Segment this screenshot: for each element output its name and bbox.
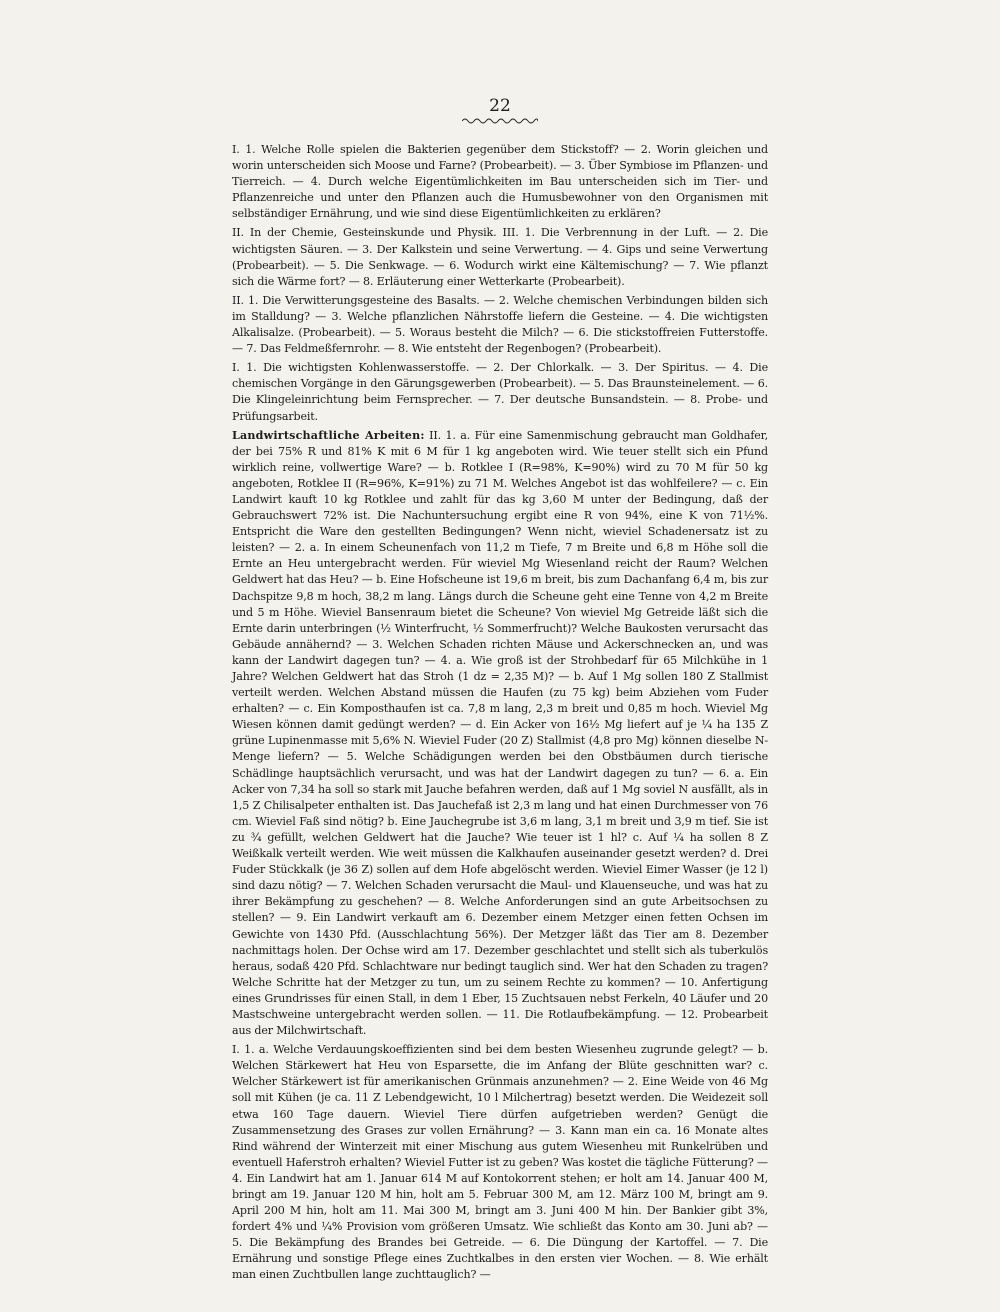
paragraph-text: II. 1. a. Für eine Samenmischung gebraucht man Goldhafer, der bei 75% R und 81% K mit 6 M für 1 kg angeboten wird. Wie teuer stellt sich ein Pfund wirklich reine, vollwertige Ware? — b. Rotklee I (R=98%, K=90%) wird zu 70 M für 50 kg angeboten, Rotklee II (R=96%, K=91%) zu 71 M. Welches Angebot ist das wohlfeilere? — c. Ein Landwirt kauft 10 kg Rotklee und zahlt für das kg 3,60 M unter der Bedingung, daß der Gebrauchswert 72% ist. Die Nachuntersuchung ergibt eine R von 94%, eine K von 71½%. Entspricht die Ware den gestellten Bedingungen? Wenn nicht, wieviel Schadenersatz ist zu leisten? — 2. a. In einem Scheunenfach von 11,2 m Tiefe, 7 m Breite und 6,8 m Höhe soll die Ernte an Heu untergebracht werden. Für wieviel Mg Wiesenland reicht der Raum? Welchen Geldwert hat das Heu? — b. Eine Hofscheune ist 19,6 m breit, bis zum Dachanfang 6,4 m, bis zur Dachspitze 9,8 m hoch, 38,2 m lang. Längs durch die Scheune geht eine Tenne von 4,2 m Breite und 5 m Höhe. Wieviel Bansenraum bietet die Scheune? Von wieviel Mg Getreide läßt sich die Ernte darin unterbringen (½ Winterfrucht, ½ Sommerfrucht)? Welche Baukosten verursacht das Gebäude annähernd? — 3. Welchen Schaden richten Mäuse und Ackerschnecken an, und was kann der Landwirt dagegen tun? — 4. a. Wie groß ist der Strohbedarf für 65 Milchkühe in 1 Jahre? Welchen Geldwert hat das Stroh (1 dz = 2,35 M)? — b. Auf 1 Mg sollen 180 Z Stallmist verteilt werden. Welchen Abstand müssen die Haufen (zu 75 kg) beim Abziehen vom Fuder erhalten? — c. Ein Komposthaufen ist ca. 7,8 m lang, 2,3 m breit und 0,85 m hoch. Wieviel Mg Wiesen können damit gedüngt werden? — d. Ein Acker von 16½ Mg liefert auf je ¼ ha 135 Z grüne Lupinenmasse mit 5,6% N. Wieviel Fuder (20 Z) Stallmist (4,8 pro Mg) können dieselbe N-Menge liefern? — 5. Welche Schädigungen werden bei den Obstbäumen durch tierische Schädlinge hauptsächlich verursacht, und was hat der Landwirt dagegen zu tun? — 6. a. Ein Acker von 7,34 ha soll so stark mit Jauche befahren werden, daß auf 1 Mg soviel N ausfällt, als in 1,5 Z Chilisalpeter enthalten ist. Das Jauchefaß ist 2,3 m lang und hat einen Durchmesser von 76 cm. Wieviel Faß sind nötig? b. Eine Jauchegrube ist 3,6 m lang, 3,1 m breit und 3,9 m tief. Sie ist zu ¾ gefüllt, welchen Geldwert hat die Jauche? Wie teuer ist 1 hl? c. Auf ¼ ha sollen 8 Z Weißkalk verteilt werden. Wie weit müssen die Kalkhaufen auseinander gesetzt werden? d. Drei Fuder Stückkalk (je 36 Z) sollen auf dem Hofe abgelöscht werden. Wieviel Eimer Wasser (je 12 l) sind dazu nötig? — 7. Welchen Schaden verursacht die Maul- und Klauenseuche, und was hat zu ihrer Bekämpfung zu geschehen? — 8. Welche Anforderungen sind an gute Arbeitsochsen zu stellen? — 9. Ein Landwirt verkauft am 6. Dezember einem Metzger einen fetten Ochsen im Gewichte von 1430 Pfd. (Ausschlachtung 56%). Der Metzger läßt das Tier am 8. Dezember nachmittags holen. Der Ochse wird am 17. Dezember geschlachtet und stellt sich als tuberkulös heraus, sodaß 420 Pfd. Schlachtware nur bedingt tauglich sind. Wer hat den Schaden zu tragen? Welche Schritte hat der Metzger zu tun, um zu seinem Rechte zu kommen? — 10. Anfertigung eines Grundrisses für einen Stall, in dem 1 Eber, 15 Zuchtsauen nebst Ferkeln, 40 Läufer und 20 Mastschweine untergebracht werden sollen. — 11. Die Rotlaufbekämpfung. — 12. Probearbeit aus der Milchwirtschaft. [232,428,768,1038]
paragraph-text: I. 1. a. Welche Verdauungskoeffizienten sind bei dem besten Wiesenheu zugrunde gelegt? — b. Welchen Stärkewert hat Heu von Esparsette, die im Anfang der Blüte geschnitten war? c. Welcher Stärkewert ist für amerikanischen Grünmais anzunehmen? — 2. Eine Weide von 46 Mg soll mit Kühen (je ca. 11 Z Lebendgewicht, 10 l Milchertrag) besetzt werden. Die Weidezeit soll etwa 160 Tage dauern. Wieviel Tiere dürfen aufgetrieben werden? Genügt die Zusammensetzung des Grases zur vollen Ernährung? — 3. Kann man ein ca. 16 Monate altes Rind während der Winterzeit mit einer Mischung aus gutem Wiesenheu mit Runkelrüben und eventuell Haferstroh erhalten? Wieviel Futter ist zu geben? Was kostet die tägliche Fütterung? — 4. Ein Landwirt hat am 1. Januar 614 M auf Kontokorrent stehen; er holt am 14. Januar 400 M, bringt am 19. Januar 120 M hin, holt am 5. Februar 300 M, am 12. März 100 M, bringt am 9. April 200 M hin, holt am 11. Mai 300 M, bringt am 3. Juni 400 M hin. Der Bankier gibt 3%, fordert 4% und ¼% Provision vom größeren Umsatz. Wie schließt das Konto am 30. Juni ab? — 5. Die Bekämpfung des Brandes bei Getreide. — 6. Die Düngung der Kartoffel. — 7. Die Ernährung und sonstige Pflege eines Zuchtkalbes in den ersten vier Wochen. — 8. Wie erhält man einen Zuchtbullen lange zuchttauglich? — [232,1043,768,1282]
paragraph-text: I. 1. Welche Rolle spielen die Bakterien gegenüber dem Stickstoff? — 2. Worin gleichen und worin unterscheiden sich Moose und Farne? (Probearbeit). — 3. Über Symbiose im Pflanzen- und Tierreich. — 4. Durch welche Eigentümlichkeiten im Bau unterscheiden sich im Tier- und Pflanzenreiche und unter den Pflanzen auch die Humusbewohner von den Organismen mit selbständiger Ernährung, und wie sind diese Eigentümlichkeiten zu erklären? [232,143,768,221]
page-number-ornament [462,116,538,126]
text-column [232,142,768,1287]
paragraph-biology [232,142,768,222]
paragraph-chemistry-physics-i [232,360,768,424]
paragraph-agriculture-ii [232,428,768,1040]
section-heading: Landwirtschaftliche Arbeiten: [232,428,425,442]
paragraph-text: II. 1. Die Verwitterungsgesteine des Basalts. — 2. Welche chemischen Verbindungen bilden sich im Stalldung? — 3. Welche pflanzlichen Nährstoffe liefern die Gesteine. — 4. Die wichtigsten Alkalisalze. (Probearbeit). — 5. Woraus besteht die Milch? — 6. Die stickstoffreien Futterstoffe. — 7. Das Feldmeßfernrohr. — 8. Wie entsteht der Regenbogen? (Probearbeit). [232,293,768,356]
paragraph-text: I. 1. Die wichtigsten Kohlenwasserstoffe. — 2. Der Chlorkalk. — 3. Der Spiritus. — 4. Die chemischen Vorgänge in den Gärungsgewerben (Probearbeit). — 5. Das Braunsteinelement. — 6. Die Klingeleinrichtung beim Fernsprecher. — 7. Der deutsche Bunsandstein. — 8. Probe- und Prüfungsarbeit. [232,361,768,423]
paragraph-agriculture-i [232,1042,768,1283]
paragraph-text: II. In der Chemie, Gesteinskunde und Physik. III. 1. Die Verbrennung in der Luft. — 2. Die wichtigsten Säuren. — 3. Der Kalkstein und seine Verwertung. — 4. Gips und seine Verwertung (Probearbeit). — 5. Die Senkwage. — 6. Wodurch wirkt eine Kältemischung? — 7. Wie pflanzt sich die Wärme fort? — 8. Erläuterung einer Wetterkarte (Probearbeit). [232,226,768,288]
page-number: 22 [489,96,511,116]
paragraph-chemistry-physics-ii [232,293,768,357]
paragraph-chemistry-physics-iii [232,225,768,289]
